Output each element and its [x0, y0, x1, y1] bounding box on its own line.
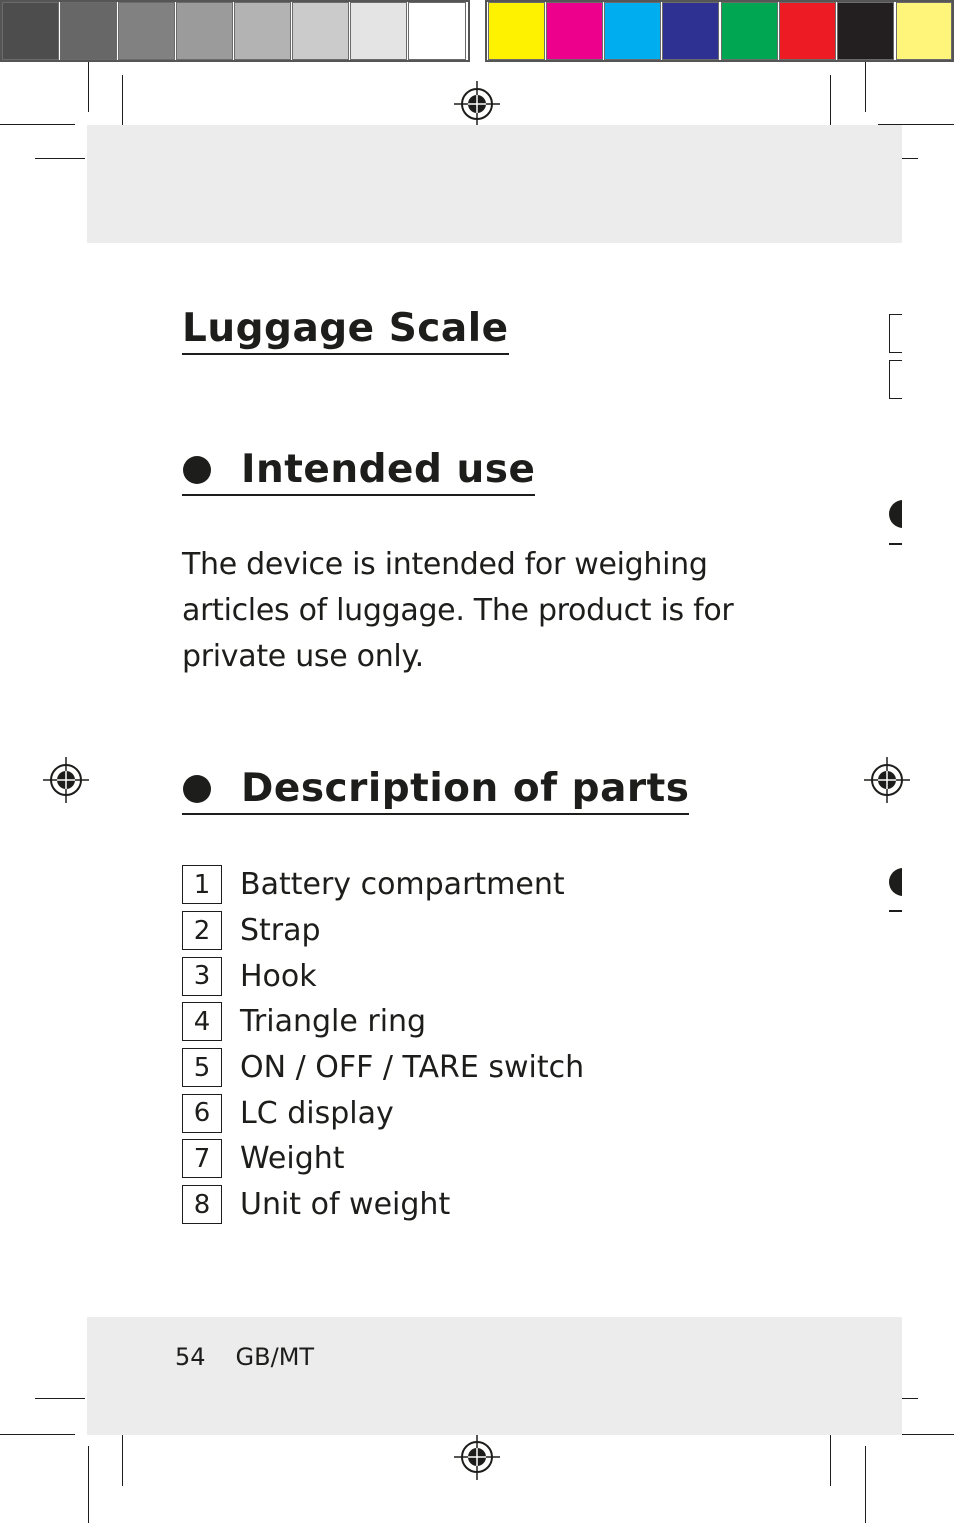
- registration-mark-icon: [454, 1434, 500, 1480]
- page-number: 54: [175, 1343, 206, 1371]
- part-number: 3: [182, 957, 222, 996]
- intended-use-text: The device is intended for weighing articles of luggage. The product is for private use only.: [182, 547, 734, 674]
- part-label: Triangle ring: [240, 1004, 427, 1040]
- part-label: Battery compartment: [240, 867, 565, 903]
- page-footer: [175, 1343, 314, 1371]
- list-item: [182, 1136, 584, 1182]
- part-number: 7: [182, 1139, 222, 1178]
- part-number: 1: [182, 865, 222, 904]
- color-swatch: [234, 2, 291, 60]
- part-label: Hook: [240, 958, 317, 994]
- color-swatch: [721, 2, 778, 60]
- list-item: [182, 953, 584, 999]
- list-item: [182, 862, 584, 908]
- color-swatch: [896, 2, 952, 60]
- part-number: 5: [182, 1048, 222, 1087]
- footer-band: [87, 1317, 902, 1435]
- color-swatch: [488, 2, 545, 60]
- language-code: GB/MT: [235, 1343, 315, 1371]
- color-swatch: [2, 2, 59, 60]
- list-item: [182, 1182, 584, 1228]
- color-swatch: [118, 2, 175, 60]
- list-item: [182, 908, 584, 954]
- list-item: [182, 999, 584, 1045]
- section-heading-text: Intended use: [241, 447, 536, 492]
- adjacent-page-fragment: [889, 0, 902, 1300]
- header-band: [87, 125, 902, 243]
- section-heading-intended-use: [182, 447, 535, 496]
- registration-mark-icon: [864, 757, 910, 803]
- color-swatch: [546, 2, 603, 60]
- registration-mark-icon: [454, 81, 500, 127]
- part-number: 4: [182, 1002, 222, 1041]
- color-swatch: [292, 2, 349, 60]
- section-heading-text: Description of parts: [241, 766, 690, 811]
- list-item: [182, 1045, 584, 1091]
- color-swatch: [350, 2, 407, 60]
- color-swatch: [176, 2, 233, 60]
- section-heading-description: [182, 766, 689, 815]
- part-label: Strap: [240, 913, 321, 949]
- page-title: Luggage Scale: [182, 306, 509, 355]
- color-swatch: [779, 2, 836, 60]
- list-item: [182, 1090, 584, 1136]
- color-swatch: [837, 2, 894, 60]
- part-label: Unit of weight: [240, 1187, 451, 1223]
- part-label: ON / OFF / TARE switch: [240, 1050, 585, 1086]
- part-number: 2: [182, 911, 222, 950]
- registration-mark-icon: [43, 757, 89, 803]
- color-swatch: [662, 2, 719, 60]
- bullet-icon: [183, 456, 211, 484]
- part-label: LC display: [240, 1095, 394, 1131]
- color-swatch: [408, 2, 466, 60]
- color-swatch: [604, 2, 661, 60]
- part-number: 8: [182, 1185, 222, 1224]
- bullet-icon: [183, 775, 211, 803]
- part-number: 6: [182, 1094, 222, 1133]
- parts-list: [182, 862, 584, 1228]
- part-label: Weight: [240, 1141, 345, 1177]
- color-swatch: [60, 2, 117, 60]
